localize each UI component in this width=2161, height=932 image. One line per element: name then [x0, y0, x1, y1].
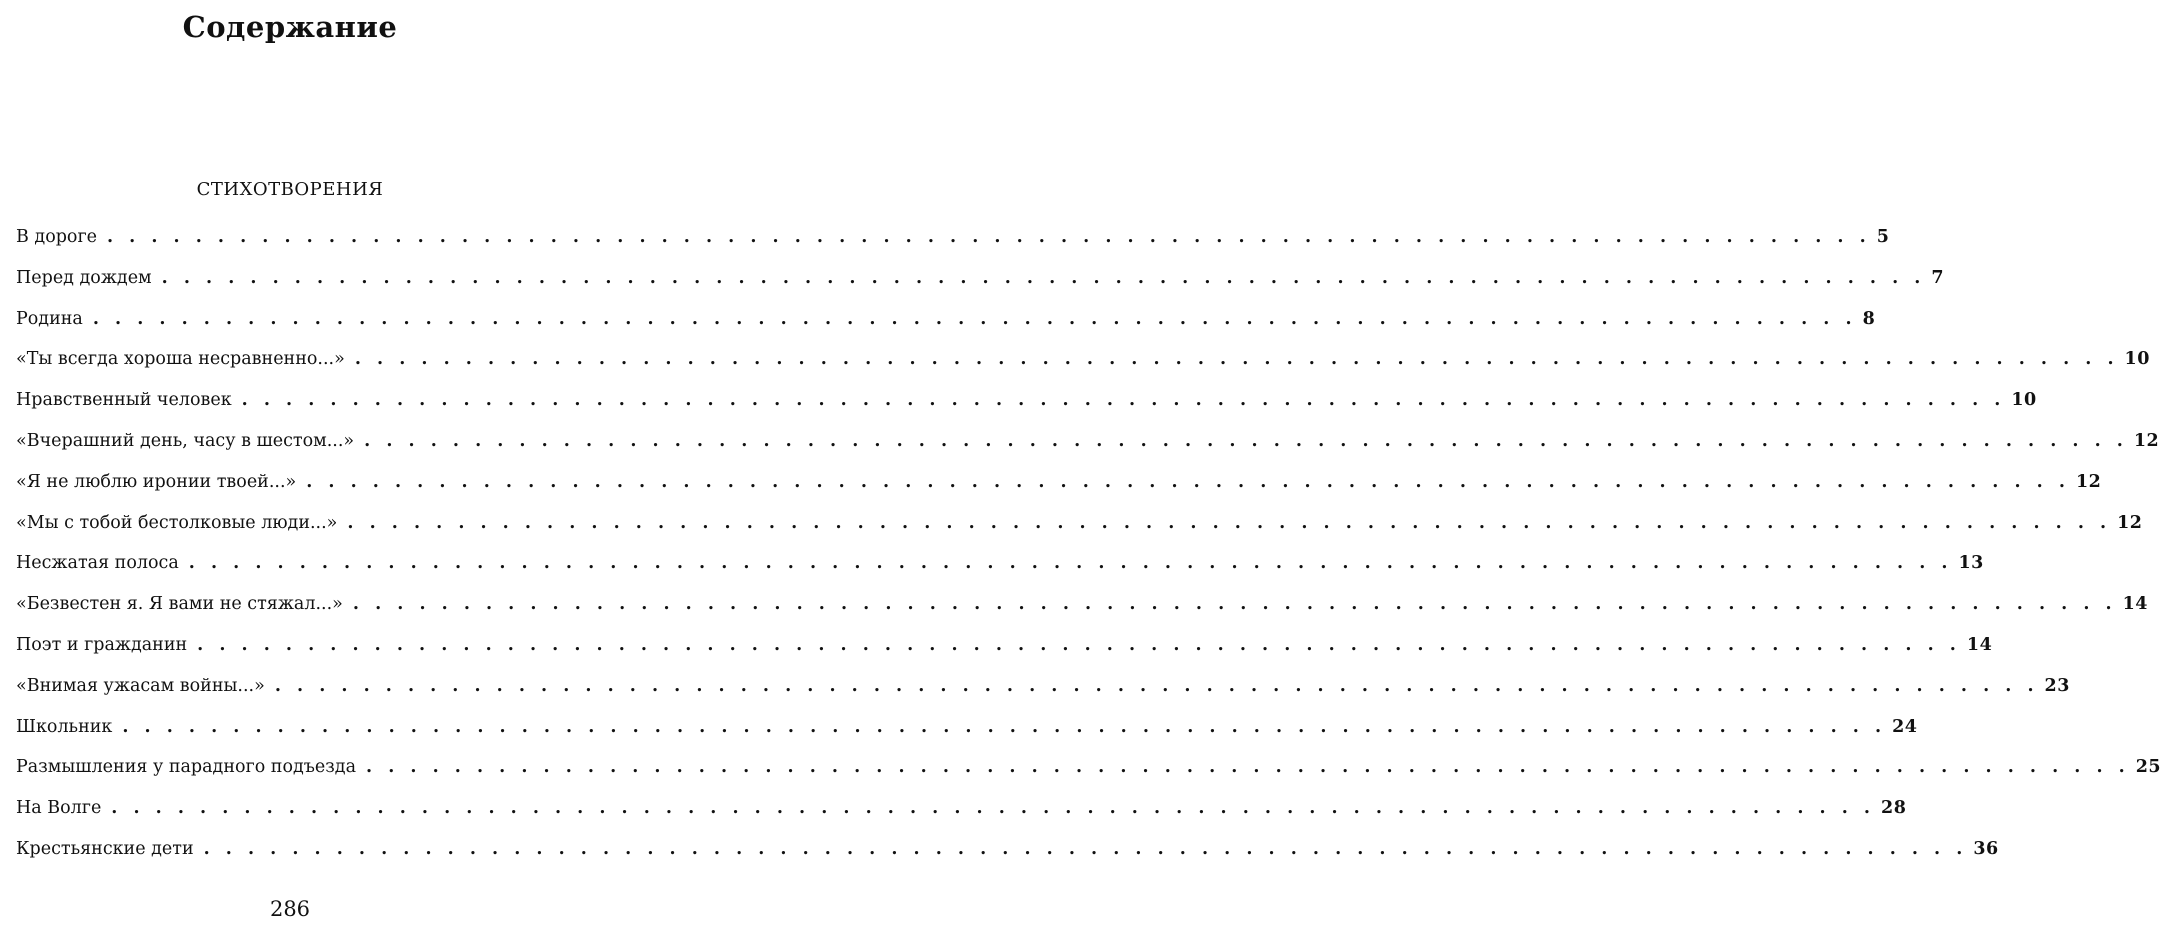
toc-entry-title: Поэт и гражданин [16, 634, 188, 655]
toc-entry-page: 12 [2075, 471, 2102, 492]
toc-entry [16, 390, 2037, 431]
toc-entry [16, 512, 2143, 554]
toc-entry-page: 28 [1881, 798, 1907, 819]
toc-entry [16, 675, 2070, 717]
toc-entry-page: 12 [2117, 512, 2143, 533]
section-heading: СТИХОТВОРЕНИЯ [196, 179, 384, 200]
toc-entry [16, 634, 1993, 676]
toc-entry-title: Несжатая полоса [16, 553, 179, 574]
dot-leader: . . . . . . . . . . . . . . . . . . . . . . . . . . . . . . . . . . . . . . . . . . . . . . . . . . . . . . . . . . . . . . . . . . . . . . . . . . . . . . . . [107, 227, 1871, 247]
toc-entry-page: 23 [2044, 675, 2070, 696]
toc-entry-page: 5 [1876, 227, 1890, 247]
dot-leader: . . . . . . . . . . . . . . . . . . . . . . . . . . . . . . . . . . . . . . . . . . . . . . . . . . . . . . . . . . . . . . . . . . . . . . . . . . . . . . . . [188, 553, 1953, 574]
toc-entry-page: 13 [1958, 553, 1984, 574]
toc-entry-title: Нравственный человек [16, 390, 232, 411]
toc-entry-title: Размышления у парадного подъезда [16, 757, 357, 778]
toc-entry [16, 798, 1907, 839]
dot-leader: . . . . . . . . . . . . . . . . . . . . . . . . . . . . . . . . . . . . . . . . . . . . . . . . . . . . . . . . . . . . . . . . . . . . . . . . . . . . . . . . [364, 430, 2128, 451]
toc-entry-title: «Ты всегда хороша несравненно...» [16, 349, 345, 370]
toc-entry-page: 10 [2124, 349, 2150, 370]
toc-entry-title: Крестьянские дети [16, 838, 194, 859]
toc-entry-title: Школьник [16, 716, 113, 737]
toc-entry-page: 14 [2122, 594, 2148, 615]
toc-entry [16, 594, 2148, 635]
toc-entry [16, 757, 2161, 798]
toc-entry [16, 308, 1876, 350]
dot-leader: . . . . . . . . . . . . . . . . . . . . . . . . . . . . . . . . . . . . . . . . . . . . . . . . . . . . . . . . . . . . . . . . . . . . . . . . . . . . . . . . [122, 716, 1887, 737]
toc-entry [16, 227, 1890, 268]
dot-leader: . . . . . . . . . . . . . . . . . . . . . . . . . . . . . . . . . . . . . . . . . . . . . . . . . . . . . . . . . . . . . . . . . . . . . . . . . . . . . . . . [352, 594, 2117, 615]
table-of-contents [16, 227, 2161, 880]
toc-entry-title: На Волге [16, 798, 102, 819]
toc-entry-title: «Безвестен я. Я вами не стяжал...» [16, 594, 343, 615]
dot-leader: . . . . . . . . . . . . . . . . . . . . . . . . . . . . . . . . . . . . . . . . . . . . . . . . . . . . . . . . . . . . . . . . . . . . . . . . . . . . . . . . [366, 757, 2130, 778]
toc-entry-page: 24 [1892, 716, 1918, 737]
toc-entry-page: 36 [1973, 838, 1999, 859]
page-number: 286 [269, 897, 311, 921]
dot-leader: . . . . . . . . . . . . . . . . . . . . . . . . . . . . . . . . . . . . . . . . . . . . . . . . . . . . . . . . . . . . . . . . . . . . . . . . . . . . . . . . [306, 471, 2070, 492]
toc-entry-page: 25 [2135, 757, 2161, 778]
dot-leader: . . . . . . . . . . . . . . . . . . . . . . . . . . . . . . . . . . . . . . . . . . . . . . . . . . . . . . . . . . . . . . . . . . . . . . . . . . . . . . . . [241, 390, 2006, 411]
toc-entry-page: 7 [1931, 267, 1945, 288]
toc-entry-page: 14 [1966, 634, 1993, 655]
dot-leader: . . . . . . . . . . . . . . . . . . . . . . . . . . . . . . . . . . . . . . . . . . . . . . . . . . . . . . . . . . . . . . . . . . . . . . . . . . . . . . . . [347, 512, 2112, 533]
dot-leader: . . . . . . . . . . . . . . . . . . . . . . . . . . . . . . . . . . . . . . . . . . . . . . . . . . . . . . . . . . . . . . . . . . . . . . . . . . . . . . . . [197, 634, 1961, 655]
toc-entry [16, 267, 1945, 309]
dot-leader: . . . . . . . . . . . . . . . . . . . . . . . . . . . . . . . . . . . . . . . . . . . . . . . . . . . . . . . . . . . . . . . . . . . . . . . . . . . . . . . . [111, 798, 1876, 819]
toc-entry-title: В дороге [16, 227, 97, 247]
dot-leader: . . . . . . . . . . . . . . . . . . . . . . . . . . . . . . . . . . . . . . . . . . . . . . . . . . . . . . . . . . . . . . . . . . . . . . . . . . . . . . . . [354, 349, 2119, 370]
dot-leader: . . . . . . . . . . . . . . . . . . . . . . . . . . . . . . . . . . . . . . . . . . . . . . . . . . . . . . . . . . . . . . . . . . . . . . . . . . . . . . . . [274, 675, 2039, 696]
toc-entry [16, 471, 2102, 513]
toc-entry-title: «Мы с тобой бестолковые люди...» [16, 512, 338, 533]
toc-entry-title: Родина [16, 308, 83, 329]
toc-entry-title: «Я не люблю иронии твоей...» [16, 471, 297, 492]
toc-entry-page: 10 [2011, 390, 2037, 411]
toc-entry [16, 349, 2150, 390]
toc-entry [16, 430, 2160, 472]
page-title: Содержание [182, 10, 398, 44]
toc-entry-page: 8 [1862, 308, 1876, 329]
dot-leader: . . . . . . . . . . . . . . . . . . . . . . . . . . . . . . . . . . . . . . . . . . . . . . . . . . . . . . . . . . . . . . . . . . . . . . . . . . . . . . . . [92, 308, 1857, 329]
toc-entry [16, 716, 1918, 758]
toc-entry-title: «Внимая ужасам войны...» [16, 675, 265, 696]
toc-entry-title: «Вчерашний день, часу в шестом...» [16, 430, 355, 451]
toc-entry-title: Перед дождем [16, 267, 152, 288]
dot-leader: . . . . . . . . . . . . . . . . . . . . . . . . . . . . . . . . . . . . . . . . . . . . . . . . . . . . . . . . . . . . . . . . . . . . . . . . . . . . . . . . [161, 267, 1926, 288]
toc-entry-page: 12 [2133, 430, 2160, 451]
toc-entry [16, 838, 1999, 880]
toc-entry [16, 553, 1984, 594]
dot-leader: . . . . . . . . . . . . . . . . . . . . . . . . . . . . . . . . . . . . . . . . . . . . . . . . . . . . . . . . . . . . . . . . . . . . . . . . . . . . . . . . [203, 838, 1968, 859]
